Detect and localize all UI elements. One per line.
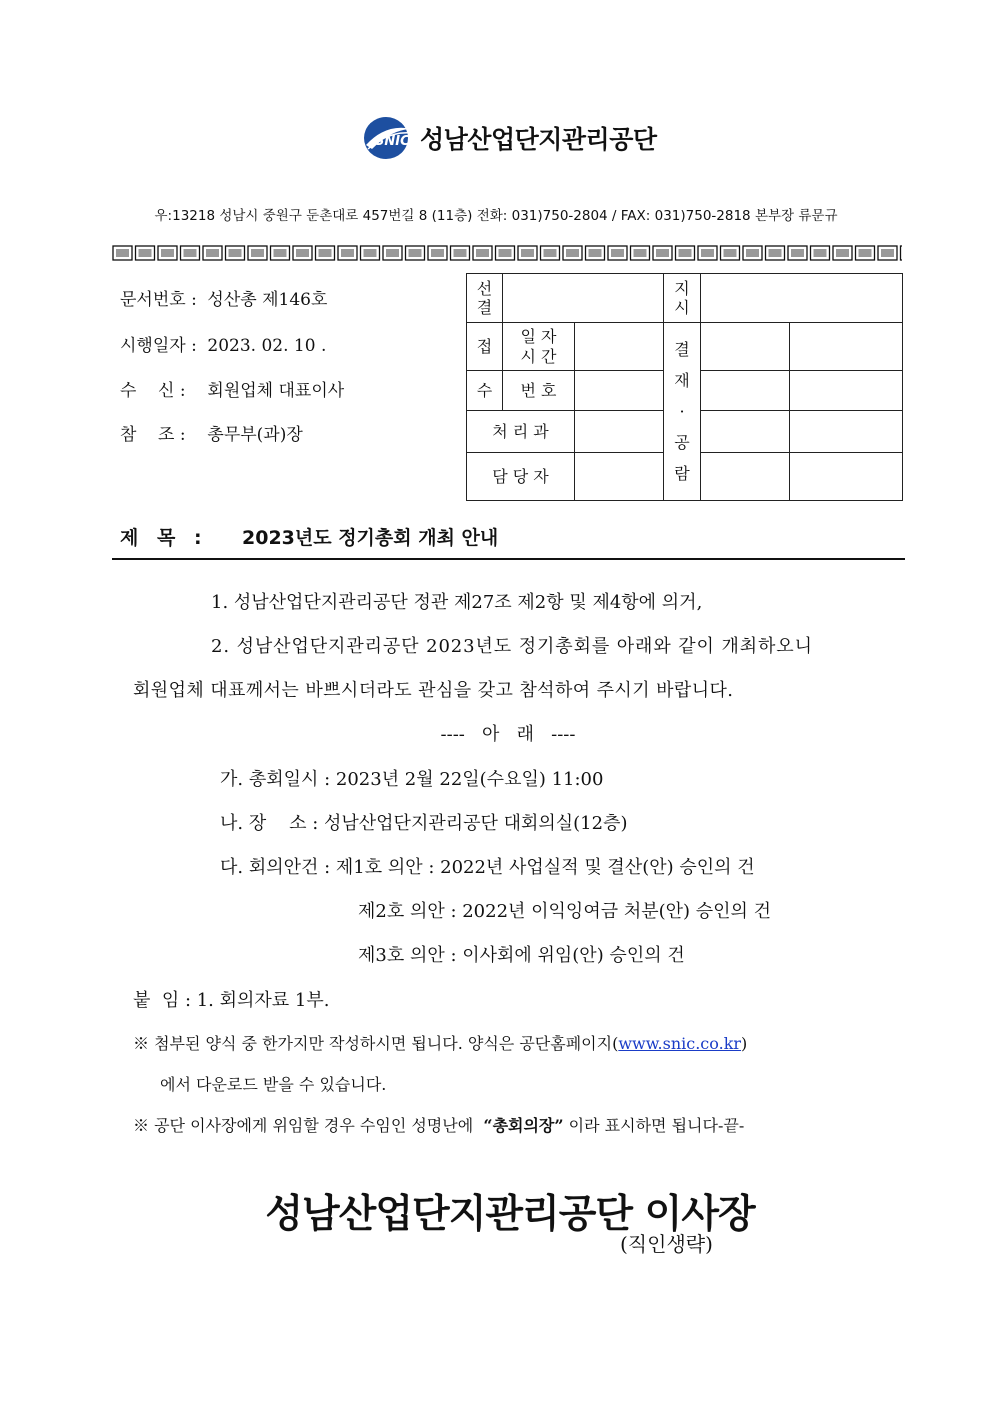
reference: 총무부(과)장 xyxy=(207,425,303,445)
recipient-row: 수 신 : 회원업체 대표이사 xyxy=(120,381,345,401)
su-cell: 수 xyxy=(467,371,503,411)
subject-line: 제 목 : 2023년도 정기총회 개최 안내 xyxy=(120,527,499,549)
approval-table xyxy=(466,273,902,500)
doc-number-row: 문서번호 : 성산총 제146호 xyxy=(120,290,328,310)
snic-logo-icon xyxy=(362,115,414,161)
subject-divider xyxy=(112,558,905,560)
recipient: 회원업체 대표이사 xyxy=(207,381,345,401)
seongyeol-cell: 선결 xyxy=(467,274,503,323)
issue-date: 2023. 02. 10 . xyxy=(207,336,327,356)
item-date: 가. 총회일시 : 2023년 2월 22일(수요일) 11:00 xyxy=(220,769,604,790)
damdangja-cell: 담 당 자 xyxy=(467,453,575,501)
item-agenda-3: 제3호 의안 : 이사회에 위임(안) 승인의 건 xyxy=(358,945,685,966)
jisi-cell: 지시 xyxy=(664,274,701,323)
decorative-border-pattern xyxy=(112,245,902,261)
paragraph-2b: 회원업체 대표께서는 바쁘시더라도 관심을 갖고 참석하여 주시기 바랍니다. xyxy=(133,680,734,701)
gyeoljae-cell: 결 재 · 공 람 xyxy=(664,323,701,501)
beonho-cell: 번 호 xyxy=(503,371,575,411)
chairman-term: “총회의장” xyxy=(483,1116,564,1135)
subject-text: 2023년도 정기총회 개최 안내 xyxy=(242,527,499,549)
paragraph-2a: 2. 성남산업단지관리공단 2023년도 정기총회를 아래와 같이 개최하오니 xyxy=(211,636,813,657)
note-1-continued: 에서 다운로드 받을 수 있습니다. xyxy=(160,1075,387,1094)
below-heading: ---- 아 래 ---- xyxy=(440,724,576,745)
item-location: 나. 장 소 : 성남산업단지관리공단 대회의실(12층) xyxy=(220,813,628,834)
seal-omitted: (직인생략) xyxy=(620,1232,713,1256)
signature-name: 성남산업단지관리공단 이사장 xyxy=(265,1192,755,1237)
note-1: ※ 첨부된 양식 중 한가지만 작성하시면 됩니다. 양식은 공단홈페이지(www.snic.co.kr) xyxy=(133,1034,748,1053)
attachment-line: 붙 임 : 1. 회의자료 1부. xyxy=(133,990,330,1011)
org-name: 성남산업단지관리공단 xyxy=(420,125,657,154)
svg-text:SNIC: SNIC xyxy=(375,134,410,149)
note-2: ※ 공단 이사장에게 위임할 경우 수임인 성명난에 “총회의장” 이라 표시하면 됩니다-끝- xyxy=(133,1116,745,1135)
date-row: 시행일자 : 2023. 02. 10 . xyxy=(120,336,327,356)
jeop-cell: 접 xyxy=(467,323,503,371)
paragraph-1: 1. 성남산업단지관리공단 정관 제27조 제2항 및 제4항에 의거, xyxy=(211,592,703,613)
iljasigan-cell: 일 자 시 간 xyxy=(503,323,575,371)
address-line: 우:13218 성남시 중원구 둔촌대로 457번길 8 (11층) 전화: 031)750-2804 / FAX: 031)750-2818 본부장 류문규 xyxy=(154,208,838,224)
homepage-link[interactable]: www.snic.co.kr xyxy=(618,1034,742,1053)
org-logo xyxy=(362,115,657,161)
item-agenda-2: 제2호 의안 : 2022년 이익잉여금 처분(안) 승인의 건 xyxy=(358,901,772,922)
doc-number: 성산총 제146호 xyxy=(207,290,328,310)
reference-row: 참 조 : 총무부(과)장 xyxy=(120,425,303,445)
item-agenda-1: 다. 회의안건 : 제1호 의안 : 2022년 사업실적 및 결산(안) 승인의 건 xyxy=(220,857,755,878)
cheorigwa-cell: 처 리 과 xyxy=(467,411,575,453)
